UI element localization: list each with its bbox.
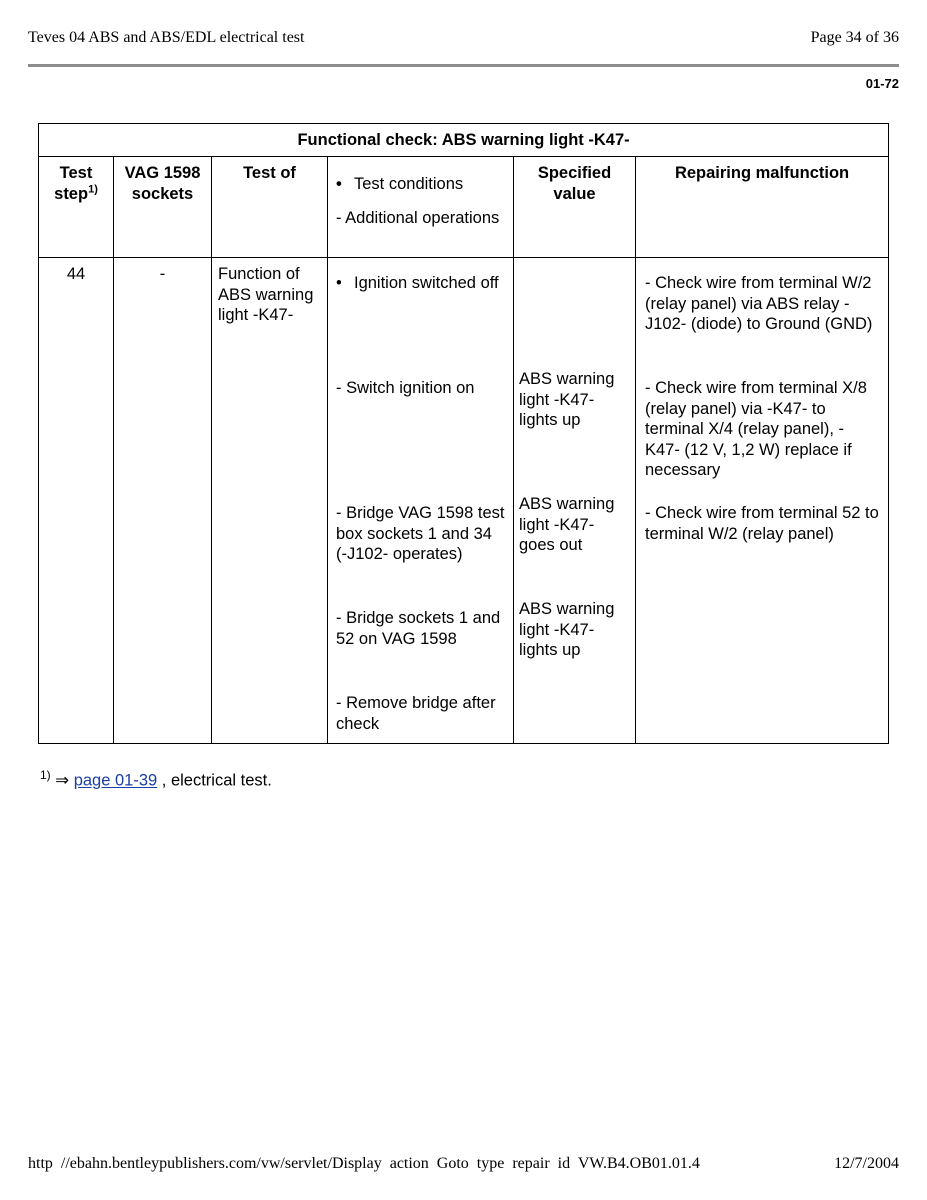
page-link[interactable]: page 01-39 xyxy=(73,771,158,790)
footer-date: 12/7/2004 xyxy=(834,1155,899,1172)
header-divider xyxy=(28,64,899,67)
footnote-text: , electrical test. xyxy=(161,771,272,790)
repair-item: - Check wire from terminal X/8 (relay panel) via -K47- to terminal X/4 (relay panel), - K47- (12 V, 1,2 W) replace if necessary xyxy=(645,379,867,479)
condition-item: - Switch ignition on xyxy=(336,379,475,397)
cell-conditions xyxy=(328,258,514,744)
cell-step: 44 xyxy=(39,258,114,744)
functional-check-table xyxy=(38,123,889,744)
cell-specified xyxy=(514,258,636,744)
table-title-row xyxy=(39,124,889,157)
cell-test-of: Function of ABS warning light -K47- xyxy=(212,258,328,744)
repair-item: - Check wire from terminal W/2 (relay panel) via ABS relay -J102- (diode) to Ground (GND) xyxy=(645,274,873,333)
header-test-step-footnote-marker: 1) xyxy=(88,183,98,195)
header-specified: Specified value xyxy=(514,157,636,258)
header-additional-label: - Additional operations xyxy=(336,208,500,227)
header-test-step-label: Test step xyxy=(54,164,93,203)
footnote xyxy=(40,768,272,791)
bullet-icon: • xyxy=(336,274,342,292)
arrow-icon: ⇒ xyxy=(55,771,70,790)
condition-item: - Bridge sockets 1 and 52 on VAG 1598 xyxy=(336,609,501,648)
cell-repairing xyxy=(636,258,889,744)
specified-item: ABS warning light -K47- goes out xyxy=(519,495,615,554)
header-test-step xyxy=(39,157,114,258)
condition-text: Ignition switched off xyxy=(354,274,499,292)
footer-url: http //ebahn.bentleypublishers.com/vw/servlet/Display action Goto type repair id VW.B4.OB01.01.4 xyxy=(28,1155,700,1172)
footnote-marker: 1) xyxy=(40,768,51,782)
specified-item: ABS warning light -K47- lights up xyxy=(519,600,615,659)
condition-item: - Remove bridge after check xyxy=(336,694,496,733)
header-conditions xyxy=(328,157,514,258)
header-repairing: Repairing malfunction xyxy=(636,157,889,258)
specified-item: ABS warning light -K47- lights up xyxy=(519,370,615,429)
page-number: Page 34 of 36 xyxy=(810,29,899,46)
document-title: Teves 04 ABS and ABS/EDL electrical test xyxy=(28,29,305,46)
table-row xyxy=(39,258,889,744)
condition-item: - Bridge VAG 1598 test box sockets 1 and 34 (-J102- operates) xyxy=(336,504,505,563)
header-conditions-label: Test conditions xyxy=(354,175,464,193)
header-test-of: Test of xyxy=(212,157,328,258)
section-code: 01-72 xyxy=(865,76,899,91)
repair-item: - Check wire from terminal 52 to terminal W/2 (relay panel) xyxy=(645,504,879,543)
header-sockets: VAG 1598 sockets xyxy=(114,157,212,258)
bullet-icon: • xyxy=(336,175,342,193)
cell-sockets: - xyxy=(114,258,212,744)
table-title: Functional check: ABS warning light -K47- xyxy=(39,124,889,157)
table-header-row xyxy=(39,157,889,258)
condition-item xyxy=(336,273,507,294)
